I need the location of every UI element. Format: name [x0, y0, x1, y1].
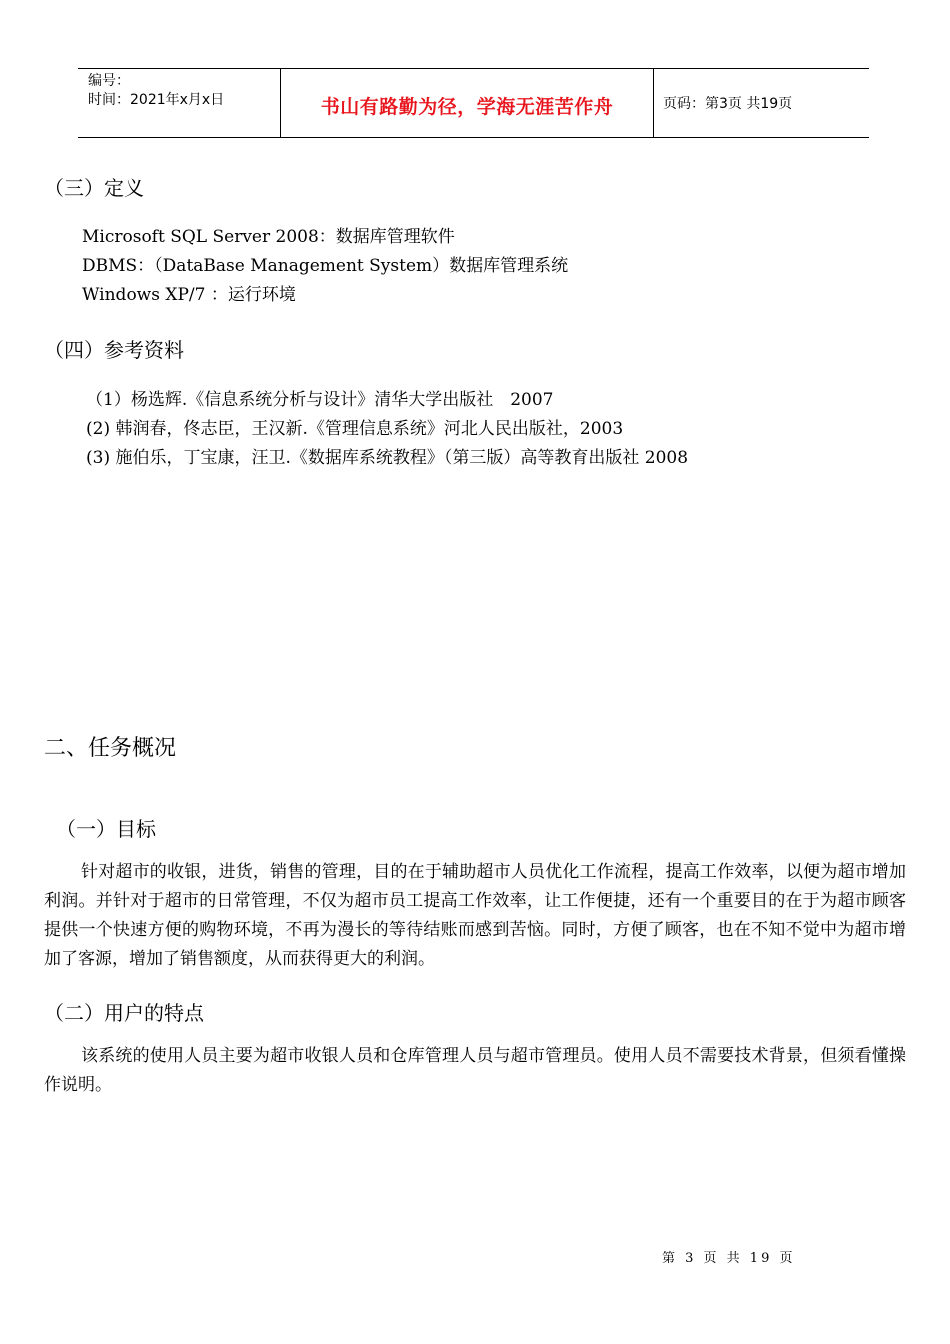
definition-heading: （三）定义 — [44, 176, 144, 200]
references-heading: （四）参考资料 — [44, 338, 184, 362]
reference-item: (2) 韩润春，佟志臣，王汉新.《管理信息系统》河北人民出版社，2003 — [86, 419, 624, 439]
header-page-cell — [654, 69, 869, 137]
reference-item: (3) 施伯乐，丁宝康，汪卫.《数据库系统教程》（第三版）高等教育出版社 2008 — [86, 448, 689, 468]
definition-line: Microsoft SQL Server 2008：数据库管理软件 — [82, 227, 455, 247]
number-label: 编号： — [88, 73, 130, 89]
header-meta-cell — [78, 69, 281, 137]
users-heading: （二）用户的特点 — [44, 1001, 204, 1025]
goal-paragraph: 针对超市的收银，进货，销售的管理，目的在于辅助超市人员优化工作流程，提高工作效率，以便为超市增加利润。并针对于超市的日常管理，不仅为超市员工提高工作效率，让工作便捷，还有一个重要目的在于为超市顾客提供一个快速方便的购物环境，不再为漫长的等待结账而感到苦恼。同时，方便了顾客，也在不知不觉中为超市增加了客源，增加了销售额度，从而获得更大的利润。 — [44, 862, 906, 969]
page-footer: 第 3 页 共 19 页 — [662, 1251, 796, 1266]
goal-heading: （一）目标 — [56, 817, 156, 841]
definition-line: Windows XP/7 ：运行环境 — [82, 285, 296, 305]
overview-heading: 二、任务概况 — [44, 736, 177, 761]
document-header — [78, 68, 869, 138]
time-label: 时间：2021年x月x日 — [88, 92, 225, 108]
motto: 书山有路勤为径，学海无涯苦作舟 — [320, 95, 614, 118]
users-paragraph: 该系统的使用人员主要为超市收银人员和仓库管理人员与超市管理员。使用人员不需要技术背景，但须看懂操作说明。 — [44, 1046, 906, 1095]
header-motto-cell — [281, 69, 654, 137]
reference-item: （1）杨选辉.《信息系统分析与设计》清华大学出版社 2007 — [86, 390, 554, 410]
definition-line: DBMS：（DataBase Management System）数据库管理系统 — [82, 256, 569, 276]
page-info: 页码：第3页 共19页 — [663, 96, 793, 112]
